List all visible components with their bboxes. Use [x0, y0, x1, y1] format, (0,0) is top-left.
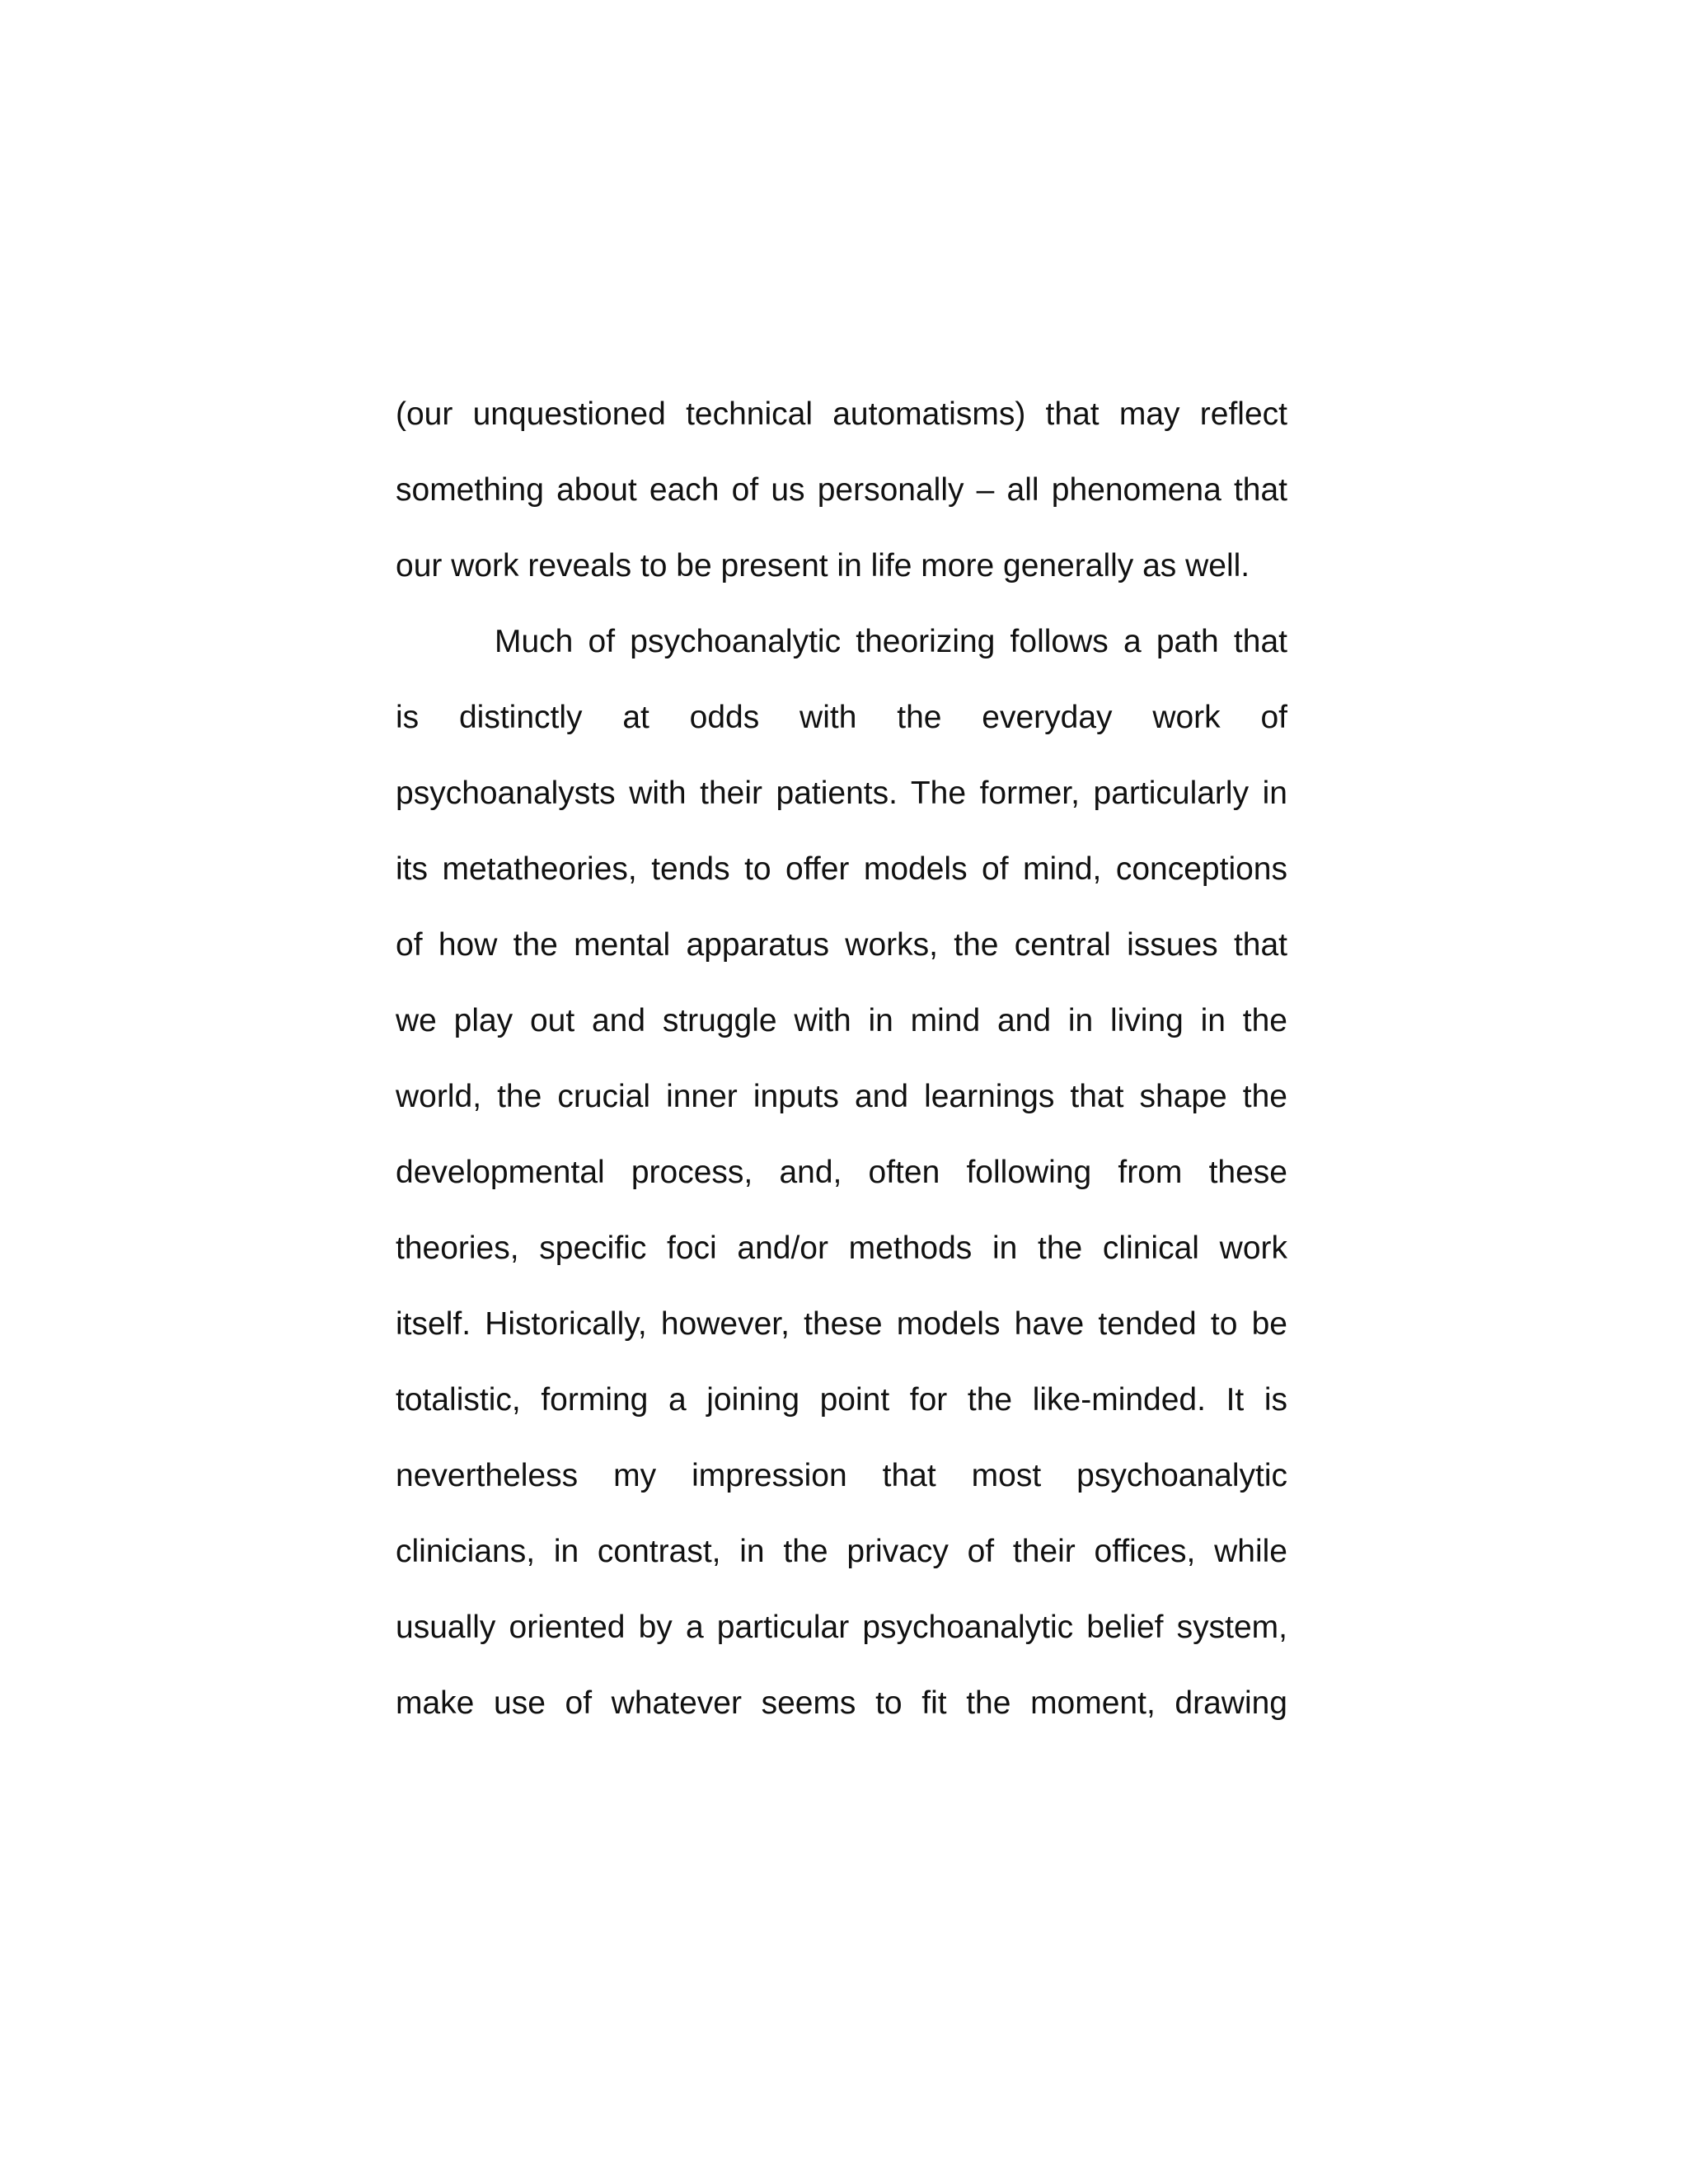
text-line: clinicians, in contrast, in the privacy of their offices, while	[396, 1534, 1287, 1569]
text-line: totalistic, forming a joining point for the like-minded. It is	[396, 1382, 1287, 1418]
text-line: usually oriented by a particular psychoanalytic belief system,	[396, 1610, 1287, 1645]
text-line: we play out and struggle with in mind and in living in the	[396, 1003, 1287, 1038]
text-line: (our unquestioned technical automatisms) that may reflect	[396, 396, 1287, 432]
text-line: something about each of us personally – all phenomena that	[396, 472, 1287, 508]
text-line: developmental process, and, often following from these	[396, 1155, 1287, 1190]
text-line: our work reveals to be present in life more generally as well.	[396, 548, 1250, 583]
text-line: nevertheless my impression that most psychoanalytic	[396, 1458, 1287, 1493]
paragraph-first-line: Much of psychoanalytic theorizing follows a path that	[495, 624, 1287, 659]
text-line: theories, specific foci and/or methods in the clinical work	[396, 1230, 1287, 1266]
text-line: psychoanalysts with their patients. The former, particularly in	[396, 776, 1287, 811]
text-line: its metatheories, tends to offer models of mind, conceptions	[396, 851, 1287, 887]
text-line: of how the mental apparatus works, the central issues that	[396, 927, 1287, 963]
text-line: world, the crucial inner inputs and learnings that shape the	[396, 1079, 1287, 1114]
text-line: make use of whatever seems to fit the moment, drawing	[396, 1685, 1287, 1721]
text-line: itself. Historically, however, these models have tended to be	[396, 1306, 1287, 1342]
text-line: is distinctly at odds with the everyday work of	[396, 700, 1287, 735]
body-text	[396, 389, 1287, 1754]
